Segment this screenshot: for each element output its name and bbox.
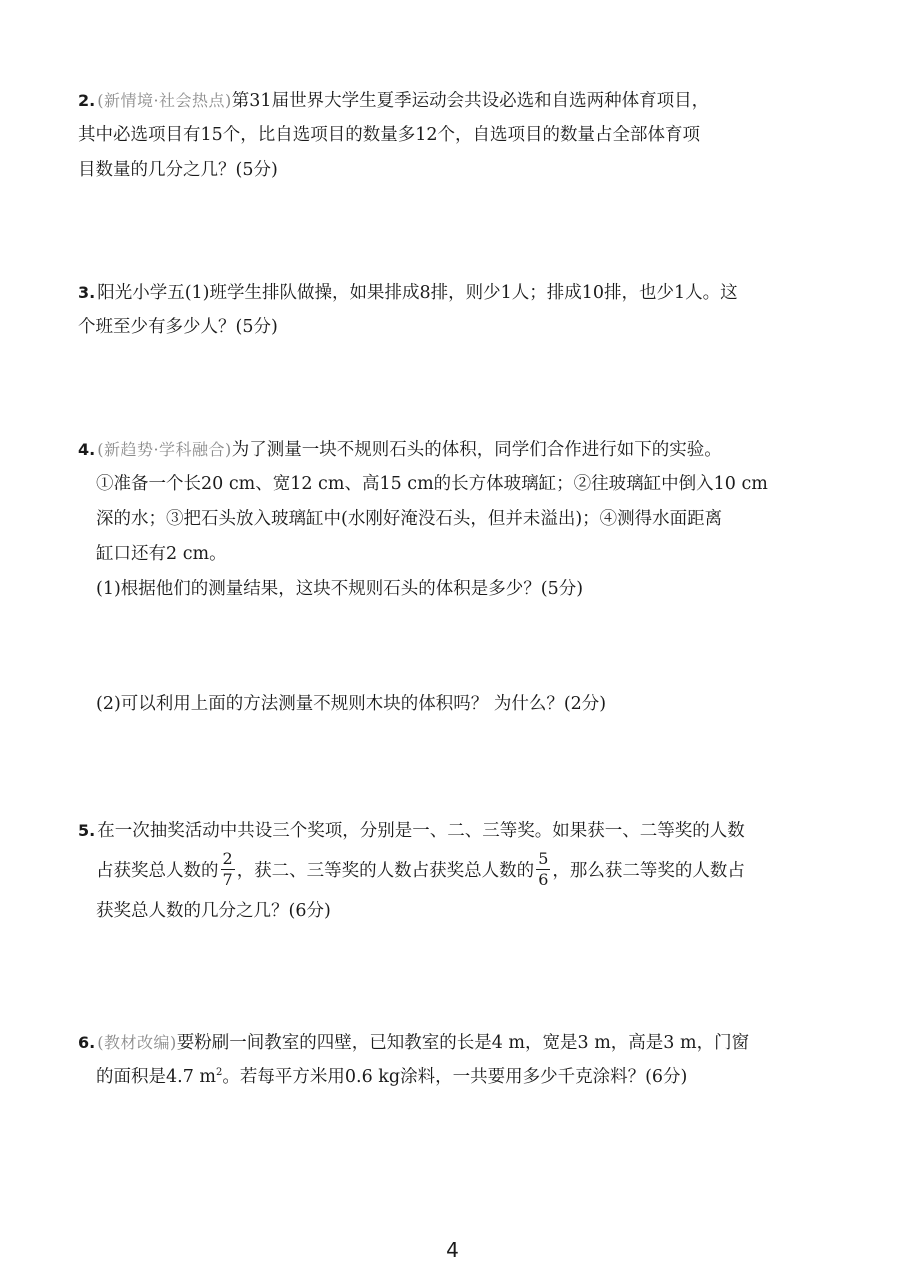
question-number: 4. <box>78 440 96 459</box>
question-text: 要粉刷一间教室的四壁，已知教室的长是4 m，宽是3 m，高是3 m，门窗 <box>176 1033 750 1053</box>
question-line <box>78 432 808 467</box>
question-tag: (教材改编) <box>97 1033 177 1052</box>
question-number: 2. <box>78 91 96 110</box>
sub-question-2: (2)可以利用上面的方法测量不规则木块的体积吗？ 为什么？(2分) <box>96 694 607 714</box>
superscript: 2 <box>216 1067 223 1079</box>
question-line: 个班至少有多少人？(5分) <box>78 317 278 337</box>
question-line: ①准备一个长20 cm、宽12 cm、高15 cm的长方体玻璃缸；②往玻璃缸中倒入10 cm <box>96 474 768 494</box>
question-5 <box>78 813 808 929</box>
question-text: 第31届世界大学生夏季运动会共设必选和自选两种体育项目， <box>231 91 710 111</box>
question-text: ，那么获二等奖的人数占 <box>552 861 745 881</box>
question-line: 获奖总人数的几分之几？(6分) <box>96 901 331 921</box>
question-number: 5. <box>78 821 96 840</box>
fraction-numerator: 2 <box>222 849 233 868</box>
question-tag: (新趋势·学科融合) <box>97 440 232 459</box>
question-2 <box>78 83 808 188</box>
question-text: 。若每平方米用0.6 kg涂料，一共要用多少千克涂料？(6分) <box>222 1067 688 1087</box>
sub-question-1: (1)根据他们的测量结果，这块不规则石头的体积是多少？(5分) <box>96 579 584 599</box>
question-line <box>78 848 808 894</box>
question-line <box>78 1025 808 1060</box>
question-3 <box>78 275 808 345</box>
question-text: 阳光小学五(1)班学生排队做操，如果排成8排，则少1人；排成10排，也少1人。这 <box>97 283 738 303</box>
question-line: 目数量的几分之几？(5分) <box>78 160 278 180</box>
question-text: ，获二、三等奖的人数占获奖总人数的 <box>236 861 535 881</box>
question-4 <box>78 432 808 607</box>
question-4-part-2 <box>78 687 808 722</box>
question-number: 6. <box>78 1033 96 1052</box>
fraction-denominator: 7 <box>222 870 233 889</box>
question-line: 缸口还有2 cm。 <box>96 544 227 564</box>
question-line: 深的水；③把石头放入玻璃缸中(水刚好淹没石头，但并未溢出)；④测得水面距离 <box>96 509 723 529</box>
fraction <box>221 851 235 888</box>
fraction-numerator: 5 <box>538 849 549 868</box>
fraction <box>536 851 550 888</box>
question-number: 3. <box>78 283 96 302</box>
question-text: 为了测量一块不规则石头的体积，同学们合作进行如下的实验。 <box>231 440 722 460</box>
question-6 <box>78 1025 808 1095</box>
question-line: 其中必选项目有15个，比自选项目的数量多12个，自选项目的数量占全部体育项 <box>78 125 701 145</box>
question-text: 占获奖总人数的 <box>96 861 219 881</box>
question-line <box>78 1060 808 1095</box>
fraction-denominator: 6 <box>538 870 549 889</box>
question-text: 在一次抽奖活动中共设三个奖项，分别是一、二、三等奖。如果获一、二等奖的人数 <box>97 821 745 841</box>
page-number: 4 <box>446 1238 459 1262</box>
question-line <box>78 275 808 310</box>
question-line <box>78 813 808 848</box>
question-text: 的面积是4.7 m <box>96 1067 216 1087</box>
question-tag: (新情境·社会热点) <box>97 91 232 110</box>
question-line <box>78 83 808 118</box>
